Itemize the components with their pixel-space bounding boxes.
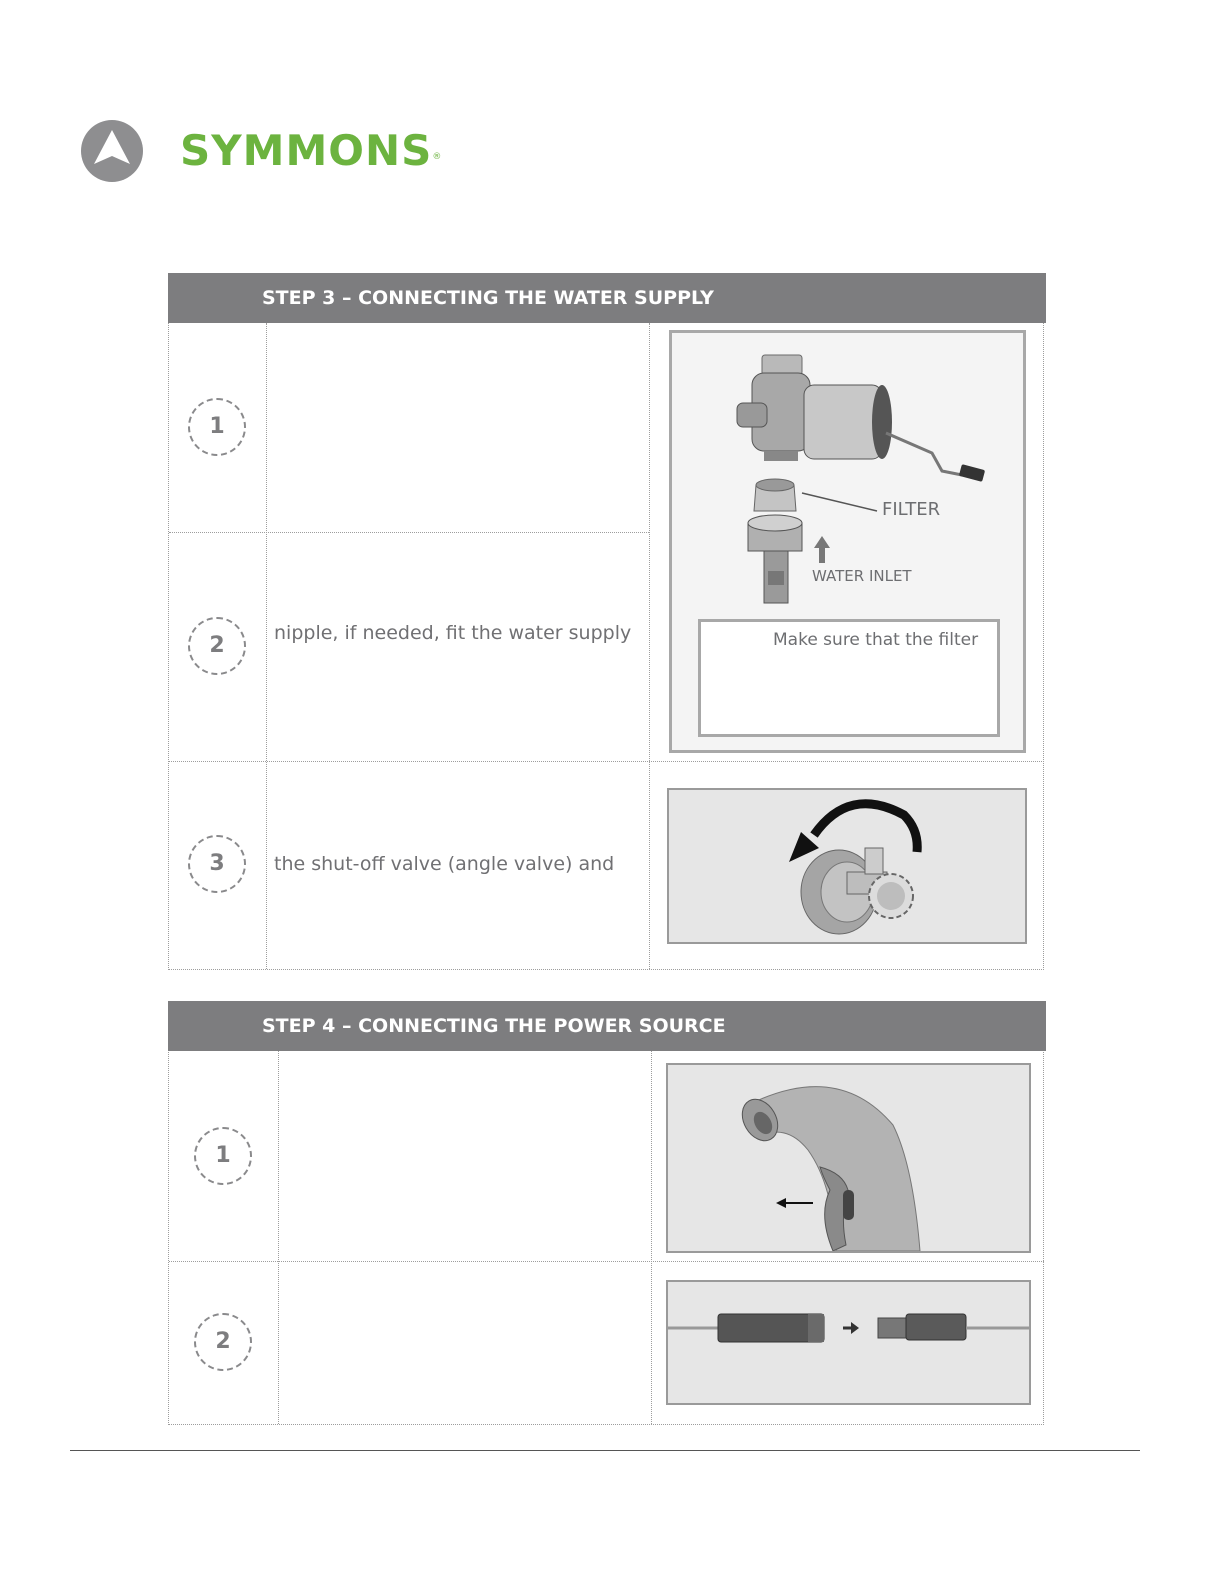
step3-number-1: 1: [188, 398, 246, 456]
right-arrow-icon: [843, 1322, 859, 1334]
step3-number-3: 3: [188, 835, 246, 893]
valve-filter-diagram: [669, 330, 1026, 753]
rotate-arrow-icon: [814, 804, 917, 852]
brand-wordmark: SYMMONS®: [180, 126, 443, 175]
step4-section: [168, 1001, 1044, 1425]
footer-rule: [70, 1450, 1140, 1451]
step3-number-2: 2: [188, 617, 246, 675]
battery-connector-diagram: [666, 1280, 1031, 1405]
step4-number-2: 2: [194, 1313, 252, 1371]
step3-row2-text: nipple, if needed, fit the water supply: [274, 622, 632, 644]
brand-logo: [80, 118, 480, 184]
step3-section: [168, 273, 1044, 970]
filter-label: FILTER: [882, 499, 941, 520]
step3-title: STEP 3 – CONNECTING THE WATER SUPPLY: [262, 287, 714, 309]
shutoff-valve-diagram: [667, 788, 1027, 944]
water-inlet-label: WATER INLET: [812, 567, 912, 585]
faucet-illustration: [668, 1065, 1029, 1251]
step3-header: [168, 273, 1046, 323]
faucet-cover-diagram: [666, 1063, 1031, 1253]
step4-title: STEP 4 – CONNECTING THE POWER SOURCE: [262, 1015, 726, 1037]
step4-header: [168, 1001, 1046, 1051]
filter-note-text: Make sure that the filter: [773, 630, 979, 650]
step4-number-1: 1: [194, 1127, 252, 1185]
step3-row3-text: the shut-off valve (angle valve) and: [274, 853, 615, 875]
angle-valve-illustration: [669, 790, 1025, 942]
symmons-logo-icon: [80, 118, 144, 184]
filter-note-box: [698, 619, 1000, 737]
connector-illustration: [668, 1282, 1029, 1403]
up-arrow-icon: [814, 536, 830, 563]
left-arrow-icon: [776, 1198, 813, 1208]
